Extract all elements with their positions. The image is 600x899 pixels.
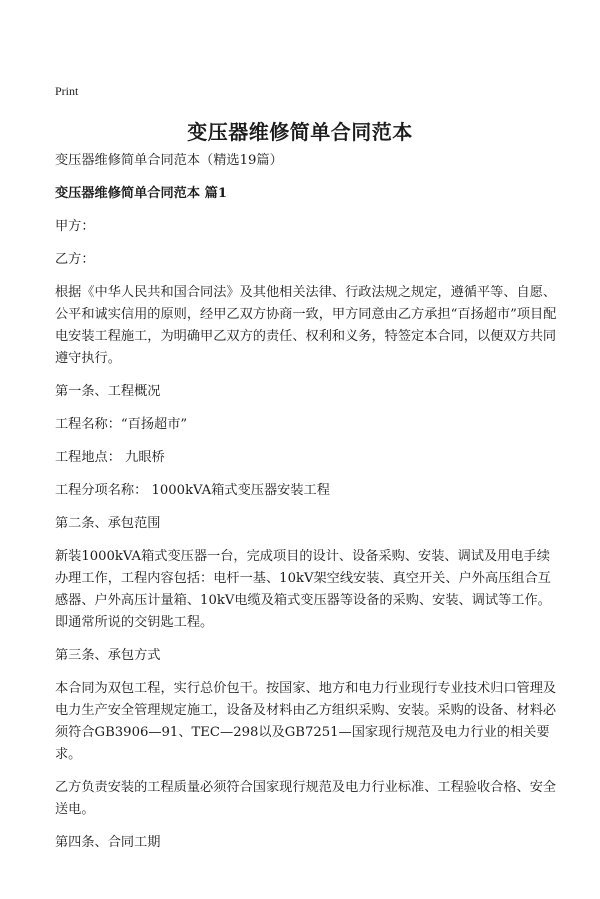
party-a-label: 甲方： (55, 219, 95, 234)
quality-paragraph: 乙方负责安装的工程质量必须符合国家现行规范及电力行业标准、工程验收合格、安全送电。 (55, 780, 557, 817)
project-sub-item: 工程分项名称： 1000kVA箱式变压器安装工程 (55, 483, 330, 498)
article-2-heading: 第二条、承包范围 (55, 516, 161, 531)
project-location: 工程地点： 九眼桥 (55, 450, 165, 465)
section-heading: 变压器维修简单合同范本 篇1 (55, 186, 228, 201)
document-subtitle: 变压器维修简单合同范本（精选19篇） (55, 153, 283, 168)
party-b-label: 乙方： (55, 252, 95, 267)
article-4-heading: 第四条、合同工期 (55, 835, 161, 850)
article-1-heading: 第一条、工程概况 (55, 384, 161, 399)
print-label: Print (55, 84, 79, 98)
preamble-paragraph: 根据《中华人民共和国合同法》及其他相关法律、行政法规之规定，遵循平等、自愿、公平和诚实信用的原则，经甲乙双方协商一致，甲方同意由乙方承担“百扬超市”项目配电安装工程施工，为明确甲乙双方的责任、权利和义务，特签定本合同，以便双方共同遵守执行。 (55, 285, 557, 366)
project-name: 工程名称：“百扬超市” (55, 417, 188, 432)
contract-method-paragraph: 本合同为双包工程，实行总价包干。按国家、地方和电力行业现行专业技术归口管理及电力生产安全管理规定施工，设备及材料由乙方组织采购、安装。采购的设备、材料必须符合GB3906—91、TEC—298以及GB7251—国家现行规范及电力行业的相关要求。 (55, 681, 557, 762)
scope-paragraph: 新装1000kVA箱式变压器一台，完成项目的设计、设备采购、安装、调试及用电手续办理工作，工程内容包括：电杆一基、10kV架空线安装、真空开关、户外高压组合互感器、户外高压计量箱、10kV电缆及箱式变压器等设备的采购、安装、调试等工作。即通常所说的交钥匙工程。 (55, 549, 551, 630)
article-3-heading: 第三条、承包方式 (55, 648, 161, 663)
document-title: 变压器维修简单合同范本 (187, 120, 413, 144)
document-body (55, 150, 560, 865)
